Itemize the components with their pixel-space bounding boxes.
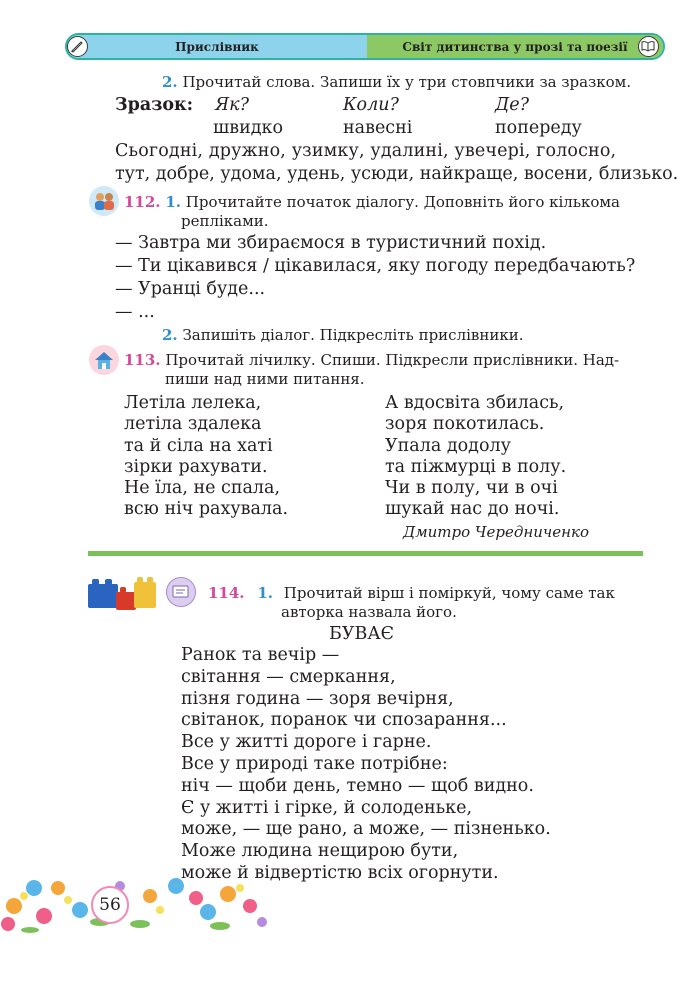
poem-line: А вдосвіта збилась, (385, 393, 565, 413)
task112-text-line2: репліками. (181, 212, 269, 230)
poem-left-column (124, 393, 288, 521)
word-list-line-1: Сьогодні, дружно, узимку, удалині, увечері, голосно, (115, 141, 617, 161)
poem-line: та піжмурці в полу. (385, 456, 567, 477)
dialog-line: — Завтра ми збираємося в туристичний похід. (115, 233, 547, 253)
sample-column-1: Як? (215, 95, 249, 115)
poem-line: всю ніч рахувала. (124, 499, 289, 520)
pen-icon (67, 36, 88, 57)
sample-example-1: швидко (213, 118, 284, 138)
poem-line: Може людина нещирою бути, (181, 841, 459, 862)
poem-body (181, 645, 551, 885)
dialog-line: — ... (115, 302, 155, 322)
task113-text-line2: пиши над ними питання. (165, 370, 365, 388)
task114-text-line1: Прочитай вірш і поміркуй, чому саме так (283, 584, 615, 602)
header-section-right (367, 35, 663, 58)
poem-line: Все у житті дороге і гарне. (181, 732, 432, 753)
poem-line: світанок, поранок чи спозарання... (181, 710, 507, 731)
poem-right-column (385, 393, 566, 521)
page-header (65, 33, 665, 60)
header-right-title: Світ дитинства у прозі та поезії (402, 39, 628, 54)
poem-line: пізня година — зоря вечірня, (181, 688, 454, 709)
header-section-left (67, 35, 367, 58)
task114-text-line2: авторка назвала його. (281, 603, 457, 621)
sample-column-2: Коли? (343, 95, 399, 115)
poem-line: зірки рахувати. (124, 456, 268, 477)
task112-sub2: 2. (162, 326, 178, 344)
book-icon (638, 36, 659, 57)
task112-number: 112. (124, 193, 161, 211)
sample-example-2: навесні (343, 118, 413, 138)
task2a-number: 2. (162, 73, 178, 91)
poem-line: Не їла, не спала, (124, 478, 281, 499)
dialog-line: — Ти цікавився / цікавилася, яку погоду передбачають? (115, 256, 636, 276)
poem-line: Летіла лелека, (124, 393, 262, 413)
section-divider (88, 551, 643, 556)
task112-text2: Запишіть діалог. Підкресліть прислівники. (182, 326, 524, 344)
poem-line: зоря покотилась. (385, 414, 545, 435)
task113-instruction (124, 351, 619, 369)
poem-line: може й відвертістю всіх огорнути. (181, 862, 499, 883)
flower-decoration (0, 866, 275, 936)
task112-text-line1: Прочитайте початок діалогу. Доповніть його кількома (185, 193, 621, 211)
poem-line: Ранок та вечір — (181, 645, 340, 665)
task2a-instruction (162, 73, 631, 91)
task112-sub: 1. (165, 193, 181, 211)
poem-title: БУВАЄ (329, 624, 395, 644)
poem-line: світання — смеркання, (181, 666, 396, 687)
pair-work-icon (89, 186, 119, 216)
word-list-line-2: тут, добре, удома, удень, усюди, найкраще, восени, близько. (115, 164, 679, 184)
sample-example-3: попереду (495, 118, 582, 138)
task114-sub: 1. (257, 584, 273, 602)
poem-line: може, — ще рано, а може, — пізненько. (181, 819, 551, 840)
poem-line: шукай нас до ночі. (385, 499, 560, 520)
lego-blocks-icon (88, 576, 158, 612)
poem-line: летіла здалека (124, 414, 262, 435)
home-task-icon (89, 345, 119, 375)
sample-label: Зразок: (115, 95, 194, 115)
poem-author: Дмитро Чередниченко (403, 523, 589, 541)
poem-line: ніч — щоби день, темно — щоб видно. (181, 775, 534, 796)
task114-instruction (208, 584, 615, 602)
poem-line: Упала додолу (385, 435, 511, 456)
task114-number: 114. (208, 584, 245, 602)
task2a-text: Прочитай слова. Запиши їх у три стовпчики за зразком. (182, 73, 632, 91)
task112-instruction (124, 193, 620, 211)
reading-task-icon (166, 577, 196, 607)
dialog-line: — Уранці буде... (115, 279, 266, 299)
poem-line: та й сіла на хаті (124, 435, 273, 456)
poem-line: Чи в полу, чи в очі (385, 478, 558, 499)
task113-text-line1: Прочитай лічилку. Спиши. Підкресли прислівники. Над- (165, 351, 620, 369)
sample-column-3: Де? (495, 95, 529, 115)
poem-line: Все у природі таке потрібне: (181, 753, 448, 774)
poem-line: Є у житті і гірке, й солоденьке, (181, 797, 473, 818)
task112-part2 (162, 326, 523, 344)
task113-number: 113. (124, 351, 161, 369)
page-number: 56 (91, 886, 129, 924)
header-left-title: Прислівник (175, 39, 259, 54)
